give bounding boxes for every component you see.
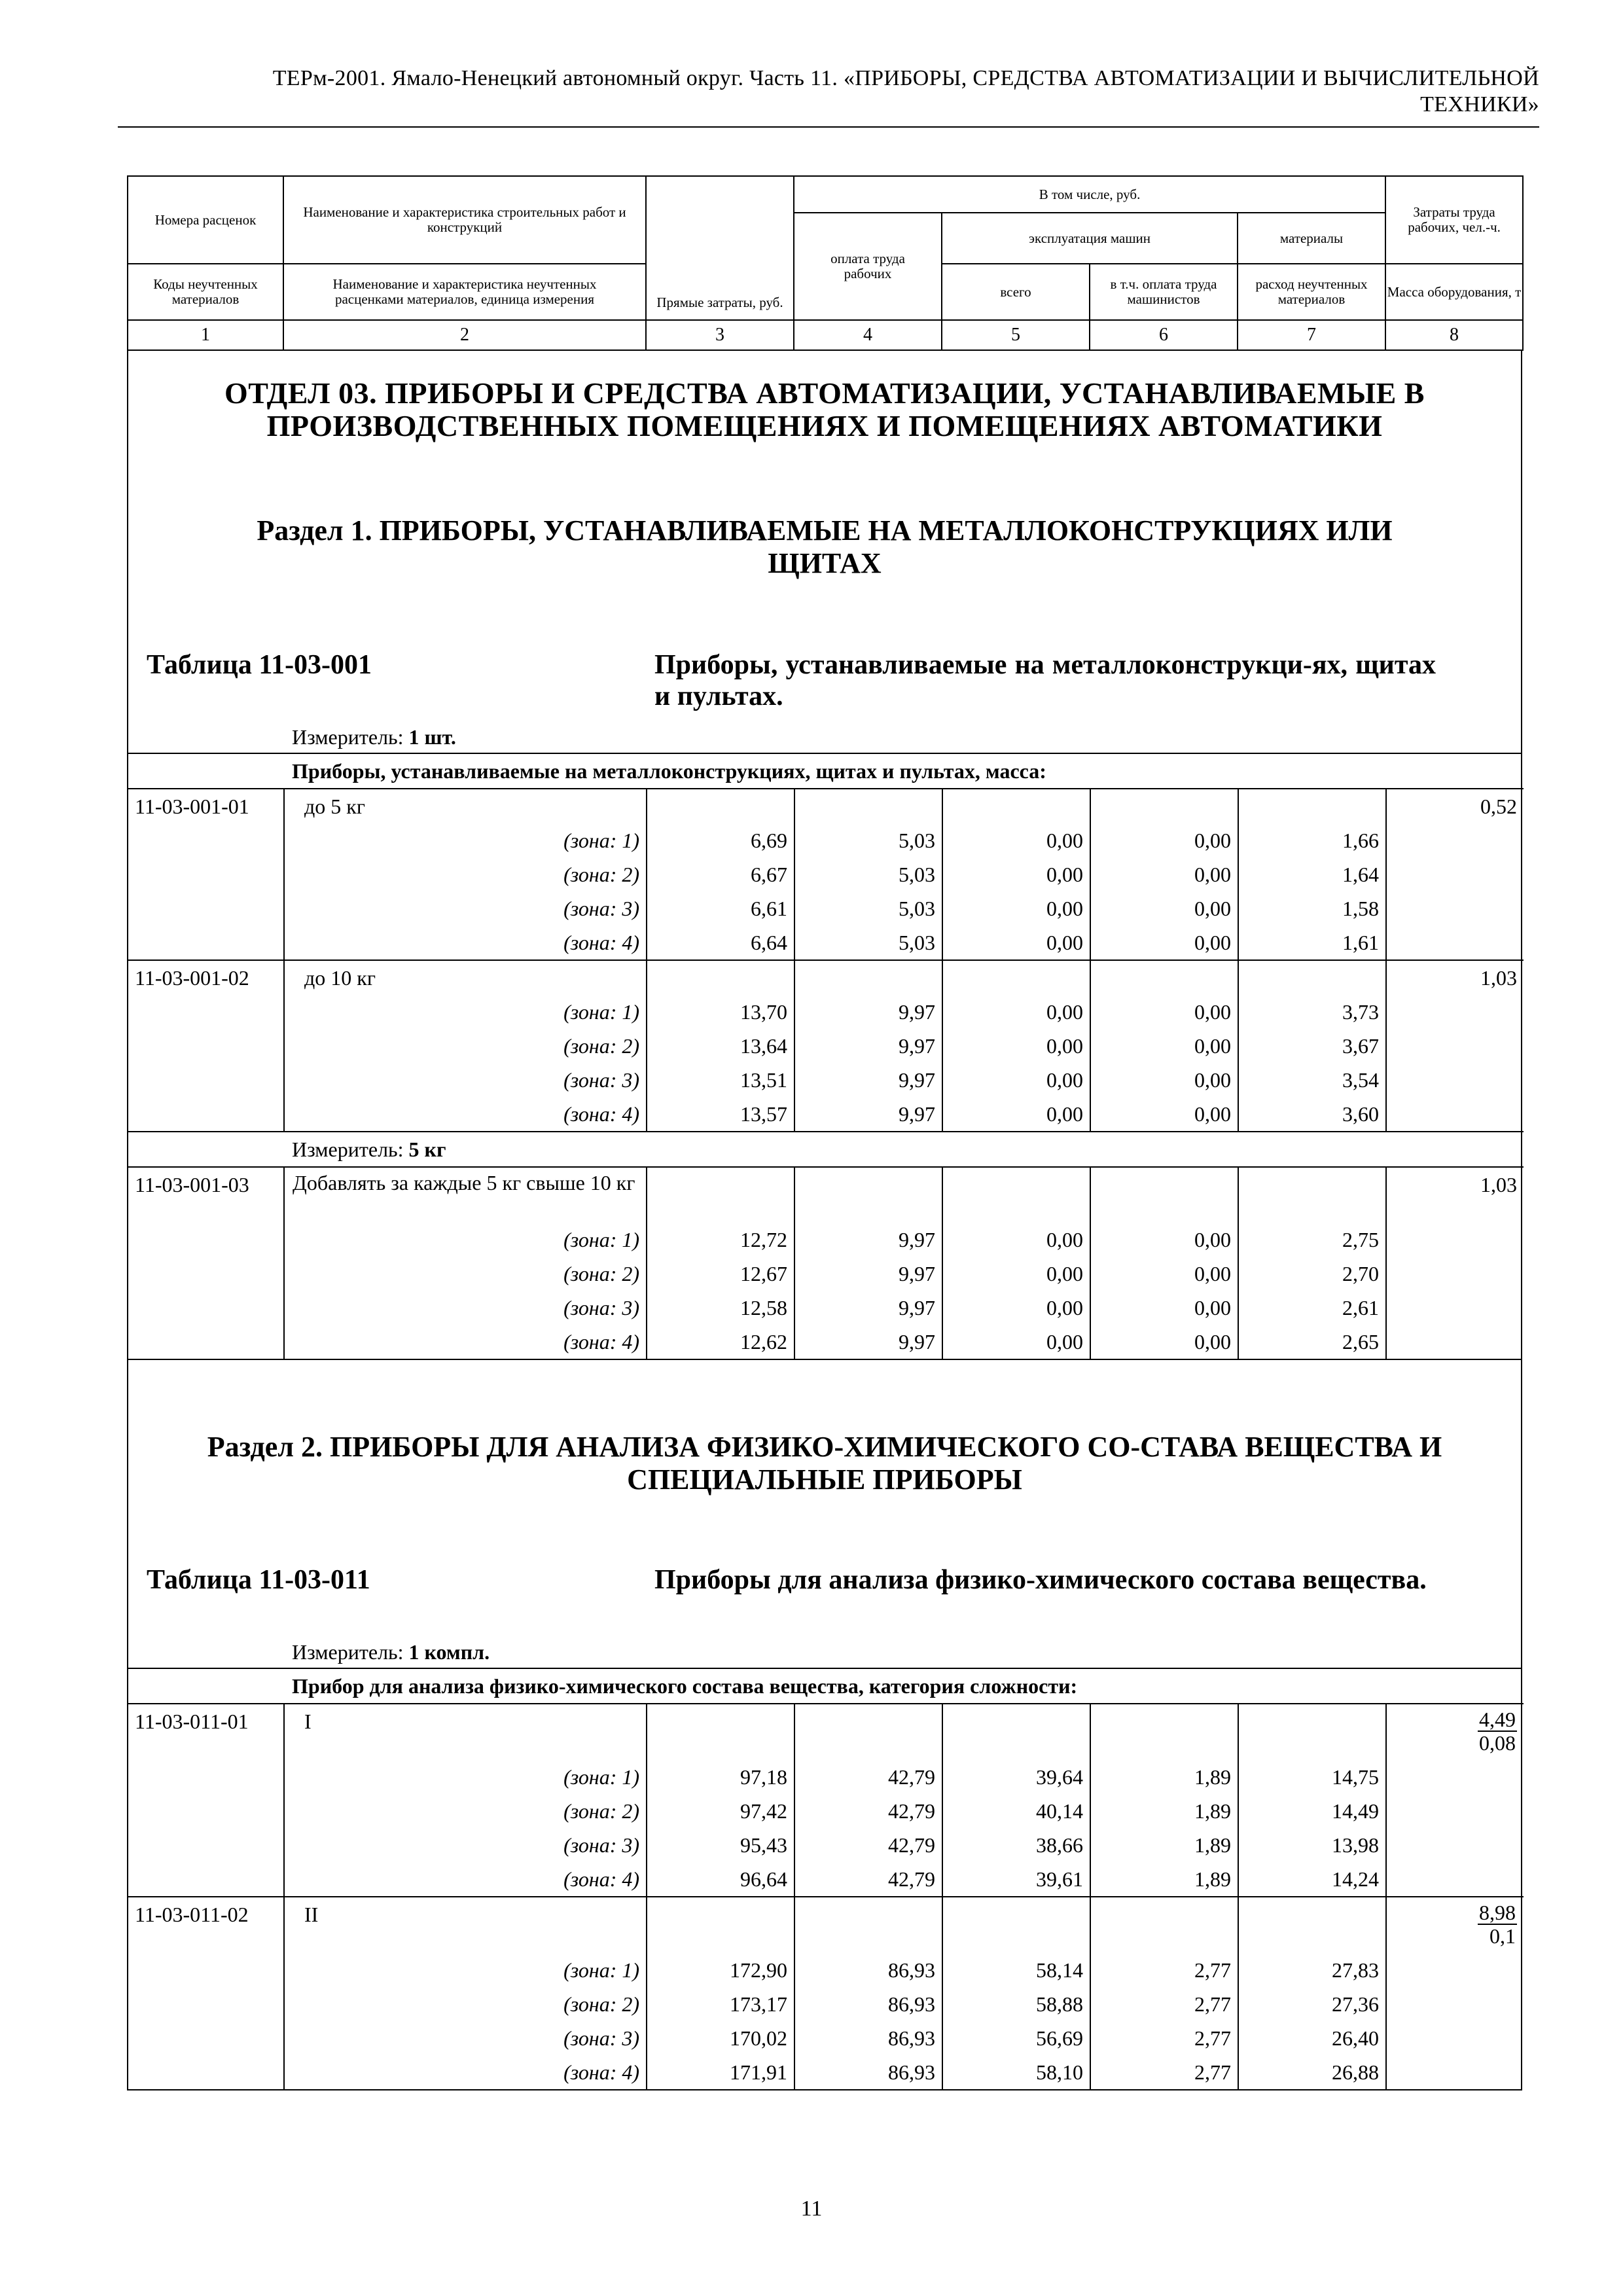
empty-cell [942, 960, 1090, 995]
empty-cell [1386, 1063, 1524, 1097]
labor-mass-cell [1386, 1704, 1524, 1760]
machinist-wage: 1,89 [1090, 1760, 1238, 1794]
rate-name: до 10 кг [284, 960, 647, 995]
empty-cell [1386, 857, 1524, 891]
empty-cell [647, 960, 794, 995]
empty-cell [1386, 2021, 1524, 2055]
zone-row [128, 1325, 1524, 1359]
measure-row [128, 1132, 1524, 1167]
machine-total: 0,00 [942, 823, 1090, 857]
column-number: 1 [128, 320, 283, 350]
machinist-wage: 1,89 [1090, 1828, 1238, 1862]
empty-cell [1386, 1862, 1524, 1897]
empty-cell [1386, 1828, 1524, 1862]
zone-row [128, 1953, 1524, 1987]
empty-cell [128, 1862, 284, 1897]
header-col8-top: Затраты труда рабочих, чел.-ч. [1385, 176, 1523, 264]
worker-wage: 42,79 [794, 1760, 942, 1794]
rate-code: 11-03-001-03 [128, 1167, 284, 1223]
zone-label: (зона: 2) [284, 857, 647, 891]
empty-cell [1386, 1987, 1524, 2021]
table1-title [128, 649, 1521, 721]
worker-wage: 42,79 [794, 1794, 942, 1828]
empty-cell [1386, 1325, 1524, 1359]
rate-name: II [284, 1897, 647, 1953]
labor-value: 1,03 [1386, 960, 1524, 995]
direct-cost: 12,62 [647, 1325, 794, 1359]
materials-cost: 14,24 [1238, 1862, 1386, 1897]
direct-cost: 96,64 [647, 1862, 794, 1897]
materials-cost: 1,61 [1238, 925, 1386, 960]
worker-wage: 5,03 [794, 823, 942, 857]
direct-cost: 172,90 [647, 1953, 794, 1987]
zone-label: (зона: 2) [284, 1987, 647, 2021]
zone-row [128, 1097, 1524, 1132]
materials-cost: 2,70 [1238, 1257, 1386, 1291]
header-col1-top: Номера расценок [128, 176, 283, 264]
materials-cost: 14,75 [1238, 1760, 1386, 1794]
table2-name: Приборы для анализа физико-химического состава вещества. [654, 1565, 1427, 1595]
machinist-wage: 0,00 [1090, 925, 1238, 960]
zone-row [128, 1987, 1524, 2021]
header-col1-bottom: Коды неучтенных материалов [128, 264, 283, 320]
zone-row [128, 1291, 1524, 1325]
table2-code: Таблица 11-03-011 [147, 1565, 370, 1595]
empty-cell [128, 1223, 284, 1257]
otdel-title: ОТДЕЛ 03. ПРИБОРЫ И СРЕДСТВА АВТОМАТИЗАЦИИ, УСТАНАВЛИВАЕМЫЕ В ПРОИЗВОДСТВЕННЫХ ПОМЕЩЕНИЯХ И ПОМЕЩЕНИЯХ АВТОМАТИКИ [224, 376, 1425, 442]
empty-cell [1386, 925, 1524, 960]
zone-row [128, 995, 1524, 1029]
machinist-wage: 0,00 [1090, 1223, 1238, 1257]
table-body [127, 351, 1522, 2090]
machine-total: 0,00 [942, 1257, 1090, 1291]
direct-cost: 6,64 [647, 925, 794, 960]
header-rule [118, 126, 1539, 128]
zone-row [128, 1223, 1524, 1257]
empty-cell [1238, 960, 1386, 995]
labor-value: 0,52 [1386, 789, 1524, 823]
empty-cell [128, 925, 284, 960]
machine-total: 0,00 [942, 1097, 1090, 1132]
zone-row [128, 2055, 1524, 2089]
worker-wage: 9,97 [794, 1223, 942, 1257]
empty-cell [794, 960, 942, 995]
measure-cell [128, 1132, 1524, 1167]
machine-total: 0,00 [942, 995, 1090, 1029]
mass-value: 0,1 [1489, 1924, 1516, 1948]
zone-row [128, 1760, 1524, 1794]
worker-wage: 86,93 [794, 1953, 942, 1987]
table2-caption: Прибор для анализа физико-химического состава вещества, категория сложности: [128, 1668, 1521, 1703]
zone-label: (зона: 1) [284, 1760, 647, 1794]
mass-value: 0,08 [1479, 1731, 1516, 1755]
materials-cost: 13,98 [1238, 1828, 1386, 1862]
empty-cell [1090, 1704, 1238, 1760]
rate-name: I [284, 1704, 647, 1760]
direct-cost: 12,67 [647, 1257, 794, 1291]
rate-name: до 5 кг [284, 789, 647, 823]
empty-cell [942, 1897, 1090, 1953]
materials-cost: 26,40 [1238, 2021, 1386, 2055]
header-col4: оплата труда рабочих [794, 213, 942, 320]
empty-cell [128, 891, 284, 925]
page-number: 11 [800, 2197, 823, 2221]
worker-wage: 86,93 [794, 2055, 942, 2089]
labor-value: 4,49 [1479, 1708, 1516, 1731]
worker-wage: 9,97 [794, 1257, 942, 1291]
zone-row [128, 1029, 1524, 1063]
empty-cell [1386, 1953, 1524, 1987]
rate-code: 11-03-001-01 [128, 789, 284, 823]
labor-over-mass [1478, 1708, 1517, 1754]
empty-cell [128, 1291, 284, 1325]
materials-cost: 3,54 [1238, 1063, 1386, 1097]
empty-cell [1238, 789, 1386, 823]
machine-total: 0,00 [942, 1063, 1090, 1097]
empty-cell [1386, 891, 1524, 925]
machinist-wage: 2,77 [1090, 2021, 1238, 2055]
worker-wage: 42,79 [794, 1828, 942, 1862]
header-materials: материалы [1238, 213, 1385, 264]
machinist-wage: 0,00 [1090, 1029, 1238, 1063]
empty-cell [128, 1097, 284, 1132]
worker-wage: 9,97 [794, 1325, 942, 1359]
rate-code: 11-03-011-01 [128, 1704, 284, 1760]
worker-wage: 86,93 [794, 1987, 942, 2021]
rate-row [128, 1897, 1524, 1953]
materials-cost: 27,83 [1238, 1953, 1386, 1987]
rate-row [128, 960, 1524, 995]
zone-label: (зона: 3) [284, 1828, 647, 1862]
empty-cell [128, 995, 284, 1029]
rate-code: 11-03-011-02 [128, 1897, 284, 1953]
empty-cell [128, 1029, 284, 1063]
empty-cell [1238, 1704, 1386, 1760]
running-header-line2: ТЕХНИКИ» [1420, 92, 1539, 117]
worker-wage: 5,03 [794, 891, 942, 925]
machinist-wage: 2,77 [1090, 2055, 1238, 2089]
direct-cost: 13,51 [647, 1063, 794, 1097]
zone-label: (зона: 3) [284, 1291, 647, 1325]
running-header-line1: ТЕРм-2001. Ямало-Ненецкий автономный округ. Часть 11. «ПРИБОРЫ, СРЕДСТВА АВТОМАТИЗАЦИИ И ВЫЧИСЛИТЕЛЬНОЙ [272, 66, 1539, 90]
table1-rows [128, 788, 1521, 1359]
column-number: 4 [794, 320, 942, 350]
razdel2-title: Раздел 2. ПРИБОРЫ ДЛЯ АНАЛИЗА ФИЗИКО-ХИМИЧЕСКОГО СО-СТАВА ВЕЩЕСТВА И СПЕЦИАЛЬНЫЕ ПРИБОРЫ [207, 1431, 1442, 1496]
direct-cost: 171,91 [647, 2055, 794, 2089]
machinist-wage: 0,00 [1090, 891, 1238, 925]
worker-wage: 86,93 [794, 2021, 942, 2055]
machine-total: 38,66 [942, 1828, 1090, 1862]
worker-wage: 9,97 [794, 1097, 942, 1132]
empty-cell [1386, 1097, 1524, 1132]
table1-data-table [128, 788, 1524, 1359]
table2-rows [128, 1703, 1521, 2089]
materials-cost: 1,66 [1238, 823, 1386, 857]
zone-row [128, 823, 1524, 857]
header-col2-bottom: Наименование и характеристика неучтенных расценками материалов, единица измерения [283, 264, 646, 320]
zone-row [128, 1828, 1524, 1862]
empty-cell [128, 1063, 284, 1097]
empty-cell [942, 1167, 1090, 1223]
empty-cell [794, 1704, 942, 1760]
machinist-wage: 0,00 [1090, 1097, 1238, 1132]
empty-cell [1386, 1291, 1524, 1325]
worker-wage: 9,97 [794, 1291, 942, 1325]
zone-label: (зона: 2) [284, 1029, 647, 1063]
machinist-wage: 1,89 [1090, 1862, 1238, 1897]
direct-cost: 12,58 [647, 1291, 794, 1325]
empty-cell [128, 1828, 284, 1862]
column-number: 3 [646, 320, 794, 350]
measure-label: Измеритель: [292, 725, 404, 749]
materials-cost: 3,73 [1238, 995, 1386, 1029]
empty-cell [128, 1257, 284, 1291]
zone-label: (зона: 4) [284, 1325, 647, 1359]
labor-over-mass [1478, 1901, 1517, 1947]
zone-label: (зона: 4) [284, 1097, 647, 1132]
column-number: 6 [1090, 320, 1238, 350]
zone-label: (зона: 3) [284, 1063, 647, 1097]
table2-title [128, 1564, 1521, 1636]
machine-total: 0,00 [942, 925, 1090, 960]
direct-cost: 170,02 [647, 2021, 794, 2055]
empty-cell [1090, 1897, 1238, 1953]
direct-cost: 12,72 [647, 1223, 794, 1257]
empty-cell [1386, 995, 1524, 1029]
machinist-wage: 0,00 [1090, 1063, 1238, 1097]
materials-cost: 3,60 [1238, 1097, 1386, 1132]
machinist-wage: 0,00 [1090, 857, 1238, 891]
labor-mass-cell [1386, 1897, 1524, 1953]
zone-label: (зона: 1) [284, 1953, 647, 1987]
empty-cell [647, 1704, 794, 1760]
machinist-wage: 0,00 [1090, 1325, 1238, 1359]
zone-row [128, 857, 1524, 891]
empty-cell [1238, 1897, 1386, 1953]
table2-data-table [128, 1703, 1524, 2089]
direct-cost: 13,64 [647, 1029, 794, 1063]
machine-total: 58,14 [942, 1953, 1090, 1987]
rate-code: 11-03-001-02 [128, 960, 284, 995]
measure-label: Измеритель: [292, 1138, 404, 1161]
header-col7: расход неучтенных материалов [1238, 264, 1385, 320]
empty-cell [942, 1704, 1090, 1760]
empty-cell [794, 1167, 942, 1223]
worker-wage: 9,97 [794, 1063, 942, 1097]
labor-value: 8,98 [1479, 1901, 1516, 1924]
empty-cell [128, 1953, 284, 1987]
measure-value: 5 кг [408, 1138, 446, 1161]
empty-cell [1090, 960, 1238, 995]
zone-label: (зона: 1) [284, 995, 647, 1029]
machine-total: 39,64 [942, 1760, 1090, 1794]
zone-row [128, 925, 1524, 960]
razdel1-title: Раздел 1. ПРИБОРЫ, УСТАНАВЛИВАЕМЫЕ НА МЕТАЛЛОКОНСТРУКЦИЯХ ИЛИ ЩИТАХ [257, 514, 1393, 579]
machinist-wage: 2,77 [1090, 1953, 1238, 1987]
machine-total: 0,00 [942, 1291, 1090, 1325]
materials-cost: 2,65 [1238, 1325, 1386, 1359]
materials-cost: 1,64 [1238, 857, 1386, 891]
direct-cost: 13,57 [647, 1097, 794, 1132]
zone-row [128, 1257, 1524, 1291]
machine-total: 0,00 [942, 1325, 1090, 1359]
empty-cell [128, 2055, 284, 2089]
empty-cell [128, 1987, 284, 2021]
header-col3: Прямые затраты, руб. [646, 176, 794, 320]
machine-total: 56,69 [942, 2021, 1090, 2055]
empty-cell [1238, 1167, 1386, 1223]
worker-wage: 9,97 [794, 1029, 942, 1063]
empty-cell [647, 789, 794, 823]
table1-code: Таблица 11-03-001 [147, 650, 372, 680]
direct-cost: 173,17 [647, 1987, 794, 2021]
materials-cost: 2,61 [1238, 1291, 1386, 1325]
empty-cell [128, 857, 284, 891]
empty-cell [647, 1897, 794, 1953]
empty-cell [1386, 1223, 1524, 1257]
direct-cost: 97,18 [647, 1760, 794, 1794]
machinist-wage: 2,77 [1090, 1987, 1238, 2021]
measure-value: 1 компл. [408, 1640, 490, 1664]
zone-label: (зона: 2) [284, 1257, 647, 1291]
zone-label: (зона: 1) [284, 823, 647, 857]
empty-cell [128, 1794, 284, 1828]
zone-label: (зона: 4) [284, 1862, 647, 1897]
machine-total: 0,00 [942, 1223, 1090, 1257]
direct-cost: 95,43 [647, 1828, 794, 1862]
machinist-wage: 0,00 [1090, 1291, 1238, 1325]
column-header [127, 175, 1524, 321]
zone-label: (зона: 1) [284, 1223, 647, 1257]
zone-label: (зона: 3) [284, 891, 647, 925]
zone-row [128, 2021, 1524, 2055]
direct-cost: 6,61 [647, 891, 794, 925]
direct-cost: 97,42 [647, 1794, 794, 1828]
empty-cell [794, 1897, 942, 1953]
empty-cell [647, 1167, 794, 1223]
machine-total: 0,00 [942, 857, 1090, 891]
empty-cell [1090, 789, 1238, 823]
empty-cell [1386, 2055, 1524, 2089]
column-number: 8 [1385, 320, 1523, 350]
column-number: 7 [1238, 320, 1385, 350]
empty-cell [1386, 1257, 1524, 1291]
column-number: 2 [283, 320, 646, 350]
rate-name: Добавлять за каждые 5 кг свыше 10 кг [284, 1167, 647, 1223]
measure-label: Измеритель: [292, 1640, 404, 1664]
running-header [118, 65, 1539, 118]
empty-cell [1386, 1029, 1524, 1063]
zone-label: (зона: 4) [284, 2055, 647, 2089]
rate-row [128, 1167, 1524, 1223]
machinist-wage: 0,00 [1090, 823, 1238, 857]
materials-cost: 2,75 [1238, 1223, 1386, 1257]
zone-row [128, 1063, 1524, 1097]
empty-cell [128, 1325, 284, 1359]
rate-row [128, 1704, 1524, 1760]
empty-cell [128, 2021, 284, 2055]
zone-row [128, 1862, 1524, 1897]
empty-cell [794, 789, 942, 823]
zone-row [128, 1794, 1524, 1828]
header-including: В том числе, руб. [794, 176, 1385, 213]
table1-caption: Приборы, устанавливаемые на металлоконструкциях, щитах и пультах, масса: [128, 753, 1521, 788]
empty-cell [1386, 1794, 1524, 1828]
labor-value: 1,03 [1386, 1167, 1524, 1223]
empty-cell [1090, 1167, 1238, 1223]
direct-cost: 6,67 [647, 857, 794, 891]
materials-cost: 1,58 [1238, 891, 1386, 925]
worker-wage: 5,03 [794, 857, 942, 891]
zone-label: (зона: 2) [284, 1794, 647, 1828]
machinist-wage: 0,00 [1090, 1257, 1238, 1291]
zone-row [128, 891, 1524, 925]
machine-total: 58,88 [942, 1987, 1090, 2021]
header-col8-bottom: Масса оборудования, т [1385, 264, 1523, 320]
direct-cost: 6,69 [647, 823, 794, 857]
empty-cell [942, 789, 1090, 823]
zone-label: (зона: 3) [284, 2021, 647, 2055]
measure-value: 1 шт. [408, 725, 456, 749]
column-number: 5 [942, 320, 1090, 350]
materials-cost: 14,49 [1238, 1794, 1386, 1828]
header-machines: эксплуатация машин [942, 213, 1238, 264]
machine-total: 39,61 [942, 1862, 1090, 1897]
machine-total: 58,10 [942, 2055, 1090, 2089]
materials-cost: 27,36 [1238, 1987, 1386, 2021]
machine-total: 0,00 [942, 1029, 1090, 1063]
worker-wage: 42,79 [794, 1862, 942, 1897]
header-col5: всего [942, 264, 1090, 320]
rate-row [128, 789, 1524, 823]
machinist-wage: 0,00 [1090, 995, 1238, 1029]
machine-total: 40,14 [942, 1794, 1090, 1828]
worker-wage: 9,97 [794, 995, 942, 1029]
rates-table [127, 175, 1522, 2090]
zone-label: (зона: 4) [284, 925, 647, 960]
table1-measure [128, 721, 1521, 753]
direct-cost: 13,70 [647, 995, 794, 1029]
header-col2-top: Наименование и характеристика строительных работ и конструкций [283, 176, 646, 264]
materials-cost: 26,88 [1238, 2055, 1386, 2089]
worker-wage: 5,03 [794, 925, 942, 960]
materials-cost: 3,67 [1238, 1029, 1386, 1063]
column-numbers [127, 319, 1524, 351]
table1-name: Приборы, устанавливаемые на металлоконструкци-ях, щитах и пультах. [654, 650, 1436, 711]
machine-total: 0,00 [942, 891, 1090, 925]
header-col6: в т.ч. оплата труда машинистов [1090, 264, 1238, 320]
empty-cell [128, 1760, 284, 1794]
machinist-wage: 1,89 [1090, 1794, 1238, 1828]
table2-measure [128, 1636, 1521, 1668]
empty-cell [1386, 1760, 1524, 1794]
empty-cell [128, 823, 284, 857]
empty-cell [1386, 823, 1524, 857]
